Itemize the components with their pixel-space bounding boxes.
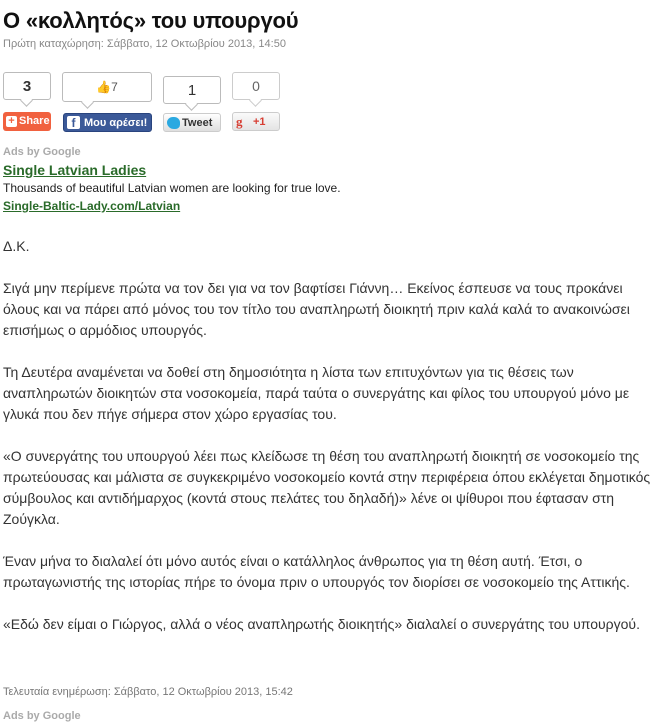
tweet-button[interactable] <box>163 113 221 132</box>
gplus-button-label: +1 <box>253 116 266 128</box>
facebook-like-button[interactable] <box>63 113 152 132</box>
article-paragraph: «Εδώ δεν είμαι ο Γιώργος, αλλά ο νέος αναπληρωτής διοικητής» διαλαλεί ο συνεργάτης του υπουργού. <box>3 616 640 632</box>
article-body <box>3 236 658 656</box>
article-paragraph: Έναν μήνα το διαλαλεί ότι μόνο αυτός είναι ο κατάλληλος άνθρωπος για τη θέση αυτή. Έτσι, ο πρωταγωνιστής της ιστορίας πήρε το όνομα πριν ο υπουργός τον διορίσει σε νοσοκομείο της Αττικής. <box>3 553 630 590</box>
share-counter <box>3 72 51 100</box>
ad-description: Thousands of beautiful Latvian women are looking for true love. <box>3 181 341 195</box>
facebook-like-count: 7 <box>111 80 118 94</box>
share-count: 3 <box>3 72 51 100</box>
tweet-counter: 1 <box>163 76 221 104</box>
plus-icon: + <box>6 116 17 127</box>
share-button-label: Share <box>19 115 50 127</box>
gplus-counter: 0 <box>232 72 280 100</box>
ads-by-google-label-bottom: Ads by Google <box>3 710 81 722</box>
ad-url-link[interactable]: Single-Baltic-Lady.com/Latvian <box>3 199 181 213</box>
article-paragraph: «Ο συνεργάτης του υπουργού λέει πως κλείδωσε τη θέση του αναπληρωτή διοικητή σε νοσοκομείο της πρωτεύουσας και μάλιστα σε συγκεκριμένο νοσοκομείο κοντά στην περιφέρεια όπου εκλέγεται δημοτικός σύμβουλος και αντιδήμαρχος (κοντά στους πελάτες του δηλαδή)» λένε οι ψίθυροι που έφτασαν στη Ζούγκλα. <box>3 448 651 527</box>
google-plus-icon: g <box>236 114 243 129</box>
twitter-bird-icon <box>167 117 180 129</box>
tweet-button-label: Tweet <box>182 117 213 129</box>
first-posted-date: Πρώτη καταχώρηση: Σάββατο, 12 Οκτωβρίου 2013, 14:50 <box>3 38 286 50</box>
ad-title-link[interactable]: Single Latvian Ladies <box>3 162 147 178</box>
article-author: Δ.Κ. <box>3 238 30 254</box>
article-title: Ο «κολλητός» του υπουργού <box>3 8 299 33</box>
facebook-like-label: Μου αρέσει! <box>84 117 148 129</box>
article-paragraph: Σιγά μην περίμενε πρώτα να τον δει για να τον βαφτίσει Γιάννη… Εκείνος έσπευσε να τους προκάνει όλους και να πάρει από μόνος του τον τίτλο του αναπληρωτή διοικητή πριν καλά καλά το ανακοινώσει επισήμως ο αρμόδιος υπουργός. <box>3 280 630 338</box>
article-paragraph: Τη Δευτέρα αναμένεται να δοθεί στη δημοσιότητα η λίστα των επιτυχόντων για τις θέσεις των αναπληρωτών διοικητών στα νοσοκομεία, παρά ταύτα ο συνεργάτης και φίλος του υπουργού μόνο με γλυκά που δεν πήγε σήμερα στον χώρο εργασίας του. <box>3 364 630 422</box>
last-updated-date: Τελευταία ενημέρωση: Σάββατο, 12 Οκτωβρίου 2013, 15:42 <box>3 686 293 698</box>
gplus-button[interactable] <box>232 112 280 131</box>
facebook-like-counter <box>62 72 152 102</box>
ads-by-google-label: Ads by Google <box>3 146 81 158</box>
facebook-icon: f <box>67 116 80 129</box>
share-button[interactable] <box>3 112 51 131</box>
thumbs-up-icon: 👍 <box>96 80 112 94</box>
